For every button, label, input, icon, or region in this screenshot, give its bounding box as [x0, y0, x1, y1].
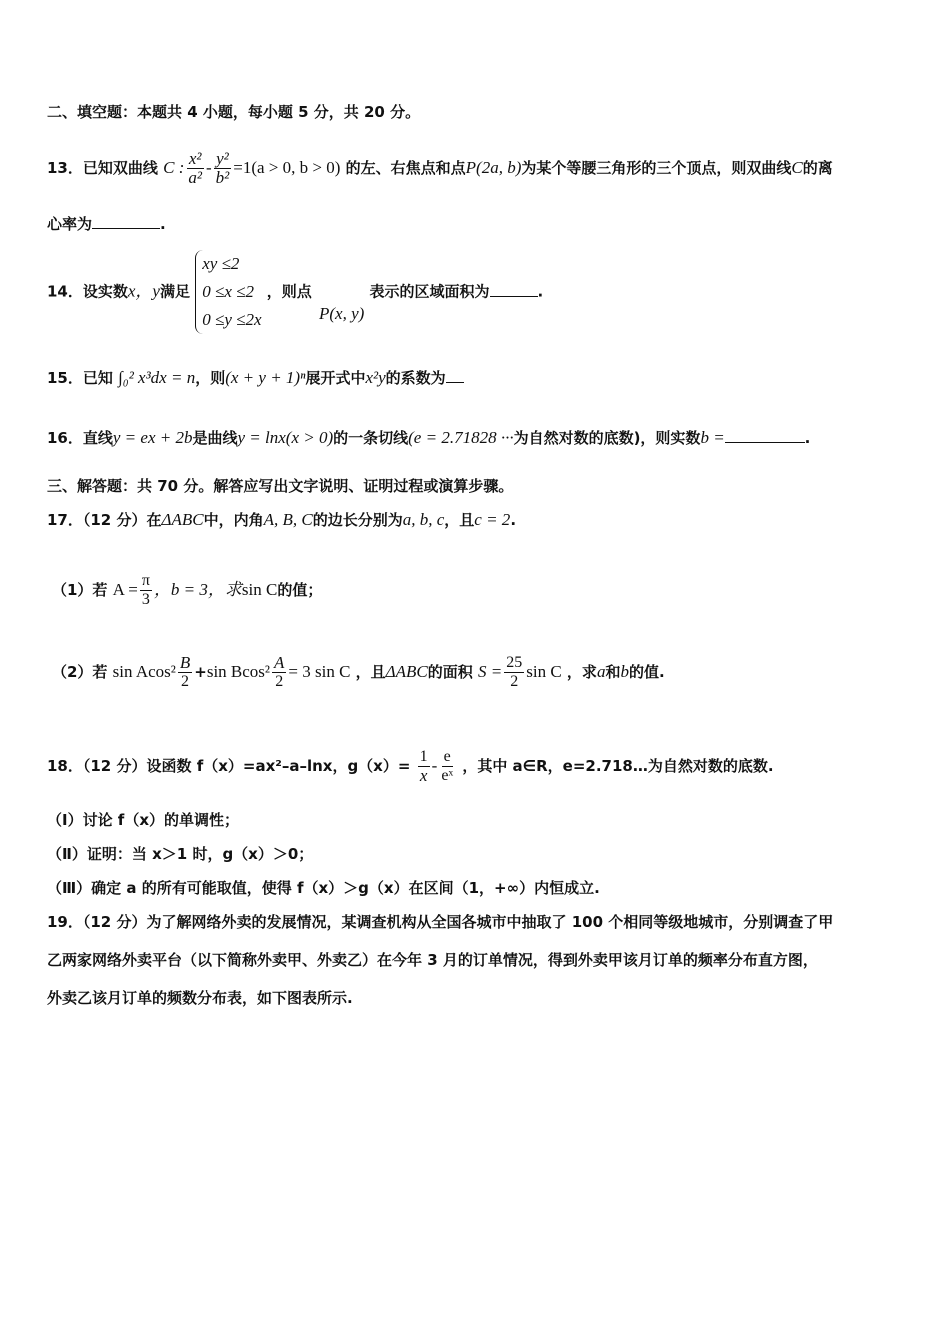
q17-number: 17． — [47, 511, 83, 529]
question-17-part-1 — [52, 572, 322, 609]
q13-frac-2-num: y² — [216, 149, 229, 168]
q18-text-2: ，其中 a∈R，e=2.718…为自然对数的底数. — [462, 757, 774, 775]
q15-text-1: 已知 — [82, 369, 113, 387]
question-16: 16．直线y = ex + 2b是曲线y = lnx(x > 0)的一条切线(e = 2.71828 ···为自然对数的底数)，则实数b = . — [47, 428, 811, 447]
q14-answer-blank — [490, 282, 538, 297]
q15-text-3: 展开式中 — [305, 369, 366, 387]
q15-integral: ∫₀² x³dx = n — [118, 368, 196, 387]
q14-text-4: 表示的区域面积为 — [369, 282, 490, 301]
q18-text-1: （12 分）设函数 f（x）=ax²–a–lnx，g（x）= — [82, 757, 411, 775]
question-17-part-2 — [52, 654, 665, 691]
q16-text-1: 直线 — [82, 429, 113, 447]
q16-text-3: 的一条切线 — [333, 429, 409, 447]
q13-text-1: 已知双曲线 — [82, 159, 158, 177]
q16-text-2: 是曲线 — [192, 429, 238, 447]
q17-p2-frac-A-den: 2 — [275, 673, 284, 690]
q14-point: P(x, y) — [318, 303, 365, 323]
q13-frac-2-den: b² — [215, 168, 230, 187]
q13-frac-1-den: a² — [188, 168, 202, 187]
q17-p2-text-2: 的面积 — [427, 663, 473, 681]
q14-text-2: 满足 — [159, 282, 190, 301]
question-18 — [47, 748, 774, 785]
q17-triangle: ΔABC — [161, 510, 204, 529]
q14-inequality-system — [195, 250, 261, 334]
question-13-line-2: 心率为 . — [47, 215, 166, 233]
q19-line-3: 外卖乙该月订单的频数分布表，如下图表所示. — [47, 989, 353, 1007]
q15-text-4: 的系数为 — [385, 369, 446, 387]
section-3-header: 三、解答题：共 70 分。解答应写出文字说明、证明过程或演算步骤。 — [47, 477, 514, 495]
q13-frac-1-num: x² — [188, 149, 202, 168]
q18-minus: - — [431, 756, 438, 775]
q18-frac-1-num: 1 — [419, 748, 428, 765]
q16-b-eq: b = — [700, 428, 725, 447]
q14-ineq-3: 0 ≤y ≤2x — [202, 310, 262, 329]
q15-text-2: ，则 — [195, 369, 226, 387]
q16-e-value: (e = 2.71828 ··· — [408, 428, 514, 447]
q17-p2-a: a — [596, 662, 606, 681]
q17-p2-and: 和 — [605, 663, 621, 681]
q17-angles: A, B, C — [263, 510, 313, 529]
q14-xy: x，y — [127, 281, 160, 301]
q13-text-3: 为某个等腰三角形的三个顶点，则双曲线 — [521, 159, 792, 177]
q18-frac-1 — [418, 748, 430, 785]
q17-sides: a, b, c — [402, 510, 445, 529]
q13-minus: - — [205, 158, 212, 177]
q17-p1-frac-num: π — [141, 572, 150, 589]
q17-p2-equals: = 3 sin C — [288, 662, 351, 681]
q17-p2-b: b — [620, 662, 629, 681]
q17-p2-frac-B-num: B — [179, 653, 191, 672]
q17-p2-term-1: sin Acos² — [112, 662, 176, 681]
q17-p2-S: S = — [478, 662, 503, 681]
q18-number: 18． — [47, 757, 83, 775]
q17-p2-sinC: sin C — [526, 662, 562, 681]
q14-ineq-2: 0 ≤x ≤2 — [202, 282, 254, 301]
q13-curve-prefix: C : — [163, 158, 185, 177]
q17-p2-frac-B-den: 2 — [181, 673, 190, 690]
q17-p1-A: A = — [112, 580, 138, 599]
q16-answer-blank — [725, 428, 805, 443]
q13-number: 13． — [47, 159, 83, 177]
q17-p1-frac-den: 3 — [141, 591, 150, 608]
question-15 — [47, 368, 464, 388]
q17-p2-frac-S — [504, 654, 524, 691]
q18-part-1: （Ⅰ）讨论 f（x）的单调性； — [47, 811, 240, 829]
question-14: 14．设实数x，y满足 xy ≤2 0 ≤x ≤2 0 ≤y ≤2x ，则点 P(x, y) 表示的区域面积为 . — [47, 250, 543, 334]
q15-expression: (x + y + 1)ⁿ — [225, 368, 306, 387]
q17-p2-frac-S-num: 25 — [506, 654, 523, 671]
q17-p2-end: 的值. — [628, 663, 665, 681]
q17-p1-b: ，b = 3，求 — [153, 580, 242, 599]
q18-frac-2-num: e — [443, 748, 451, 765]
q17-p2-label: （2）若 — [52, 663, 108, 681]
q13-frac-2 — [214, 150, 232, 187]
question-17: 17．（12 分）在ΔABC中，内角A, B, C的边长分别为a, b, c，且c = 2. — [47, 510, 517, 529]
q13-point: P(2a, b) — [465, 158, 522, 177]
q16-line-equation: y = ex + 2b — [112, 428, 193, 447]
q15-answer-blank — [446, 368, 464, 383]
q13-c: C — [791, 158, 803, 177]
q16-number: 16． — [47, 429, 83, 447]
q16-text-4: 为自然对数的底数)，则实数 — [513, 429, 701, 447]
q17-score: （12 分）在 — [82, 511, 162, 529]
q14-ineq-1: xy ≤2 — [202, 254, 240, 273]
q16-curve-equation: y = lnx(x > 0) — [237, 428, 334, 447]
q17-p2-frac-A-num: A — [274, 653, 285, 672]
q13-text-2: 的左、右焦点和点 — [345, 159, 466, 177]
q18-frac-2 — [439, 748, 455, 785]
q13-line-2-text: 心率为 — [47, 215, 93, 233]
section-2-header: 二、填空题：本题共 4 小题，每小题 5 分，共 20 分。 — [47, 103, 421, 121]
q18-frac-1-den: x — [419, 766, 428, 785]
q15-number: 15． — [47, 369, 83, 387]
q17-text-1: 中，内角 — [203, 511, 264, 529]
q17-p2-frac-B — [178, 654, 192, 691]
q17-text-2: 的边长分别为 — [312, 511, 403, 529]
q17-c-eq: c = 2 — [474, 510, 511, 529]
q17-p2-frac-A — [272, 654, 286, 691]
q13-curve-suffix: =1(a > 0, b > 0) — [233, 158, 341, 177]
q17-p2-text-1: ，且 — [355, 663, 386, 681]
q17-p2-frac-S-den: 2 — [510, 673, 519, 690]
q17-p2-text-3: ，求 — [566, 663, 597, 681]
q17-text-3: ，且 — [444, 511, 475, 529]
q18-part-2: （Ⅱ）证明：当 x＞1 时，g（x）＞0； — [47, 845, 314, 863]
q14-text-1: 设实数 — [82, 282, 128, 301]
q13-answer-blank — [92, 214, 160, 229]
q14-text-3: ，则点 — [266, 282, 312, 301]
q17-p2-term-2: sin Bcos² — [206, 662, 271, 681]
question-13 — [47, 150, 833, 187]
q13-text-4: 的离 — [802, 159, 833, 177]
q17-p1-sinC: sin C — [241, 580, 278, 599]
q19-line-2: 乙两家网络外卖平台（以下简称外卖甲、外卖乙）在今年 3 月的订单情况，得到外卖甲该月订单的频率分布直方图， — [47, 951, 818, 969]
q18-frac-2-den: eˣ — [441, 767, 454, 784]
q14-number: 14． — [47, 282, 83, 301]
q17-p1-end: 的值； — [277, 581, 323, 599]
q17-p1-label: （1）若 — [52, 581, 108, 599]
q18-part-3: （Ⅲ）确定 a 的所有可能取值，使得 f（x）＞g（x）在区间（1，+∞）内恒成立. — [47, 879, 600, 897]
q17-p1-frac — [140, 572, 152, 609]
q15-term: x²y — [365, 368, 386, 387]
q17-p2-plus: + — [194, 663, 207, 681]
q13-frac-1 — [186, 150, 204, 187]
q17-p2-triangle: ΔABC — [385, 662, 428, 681]
q19-line-1: 19．（12 分）为了解网络外卖的发展情况，某调查机构从全国各城市中抽取了 100 个相同等级地城市，分别调查了甲 — [47, 913, 834, 931]
